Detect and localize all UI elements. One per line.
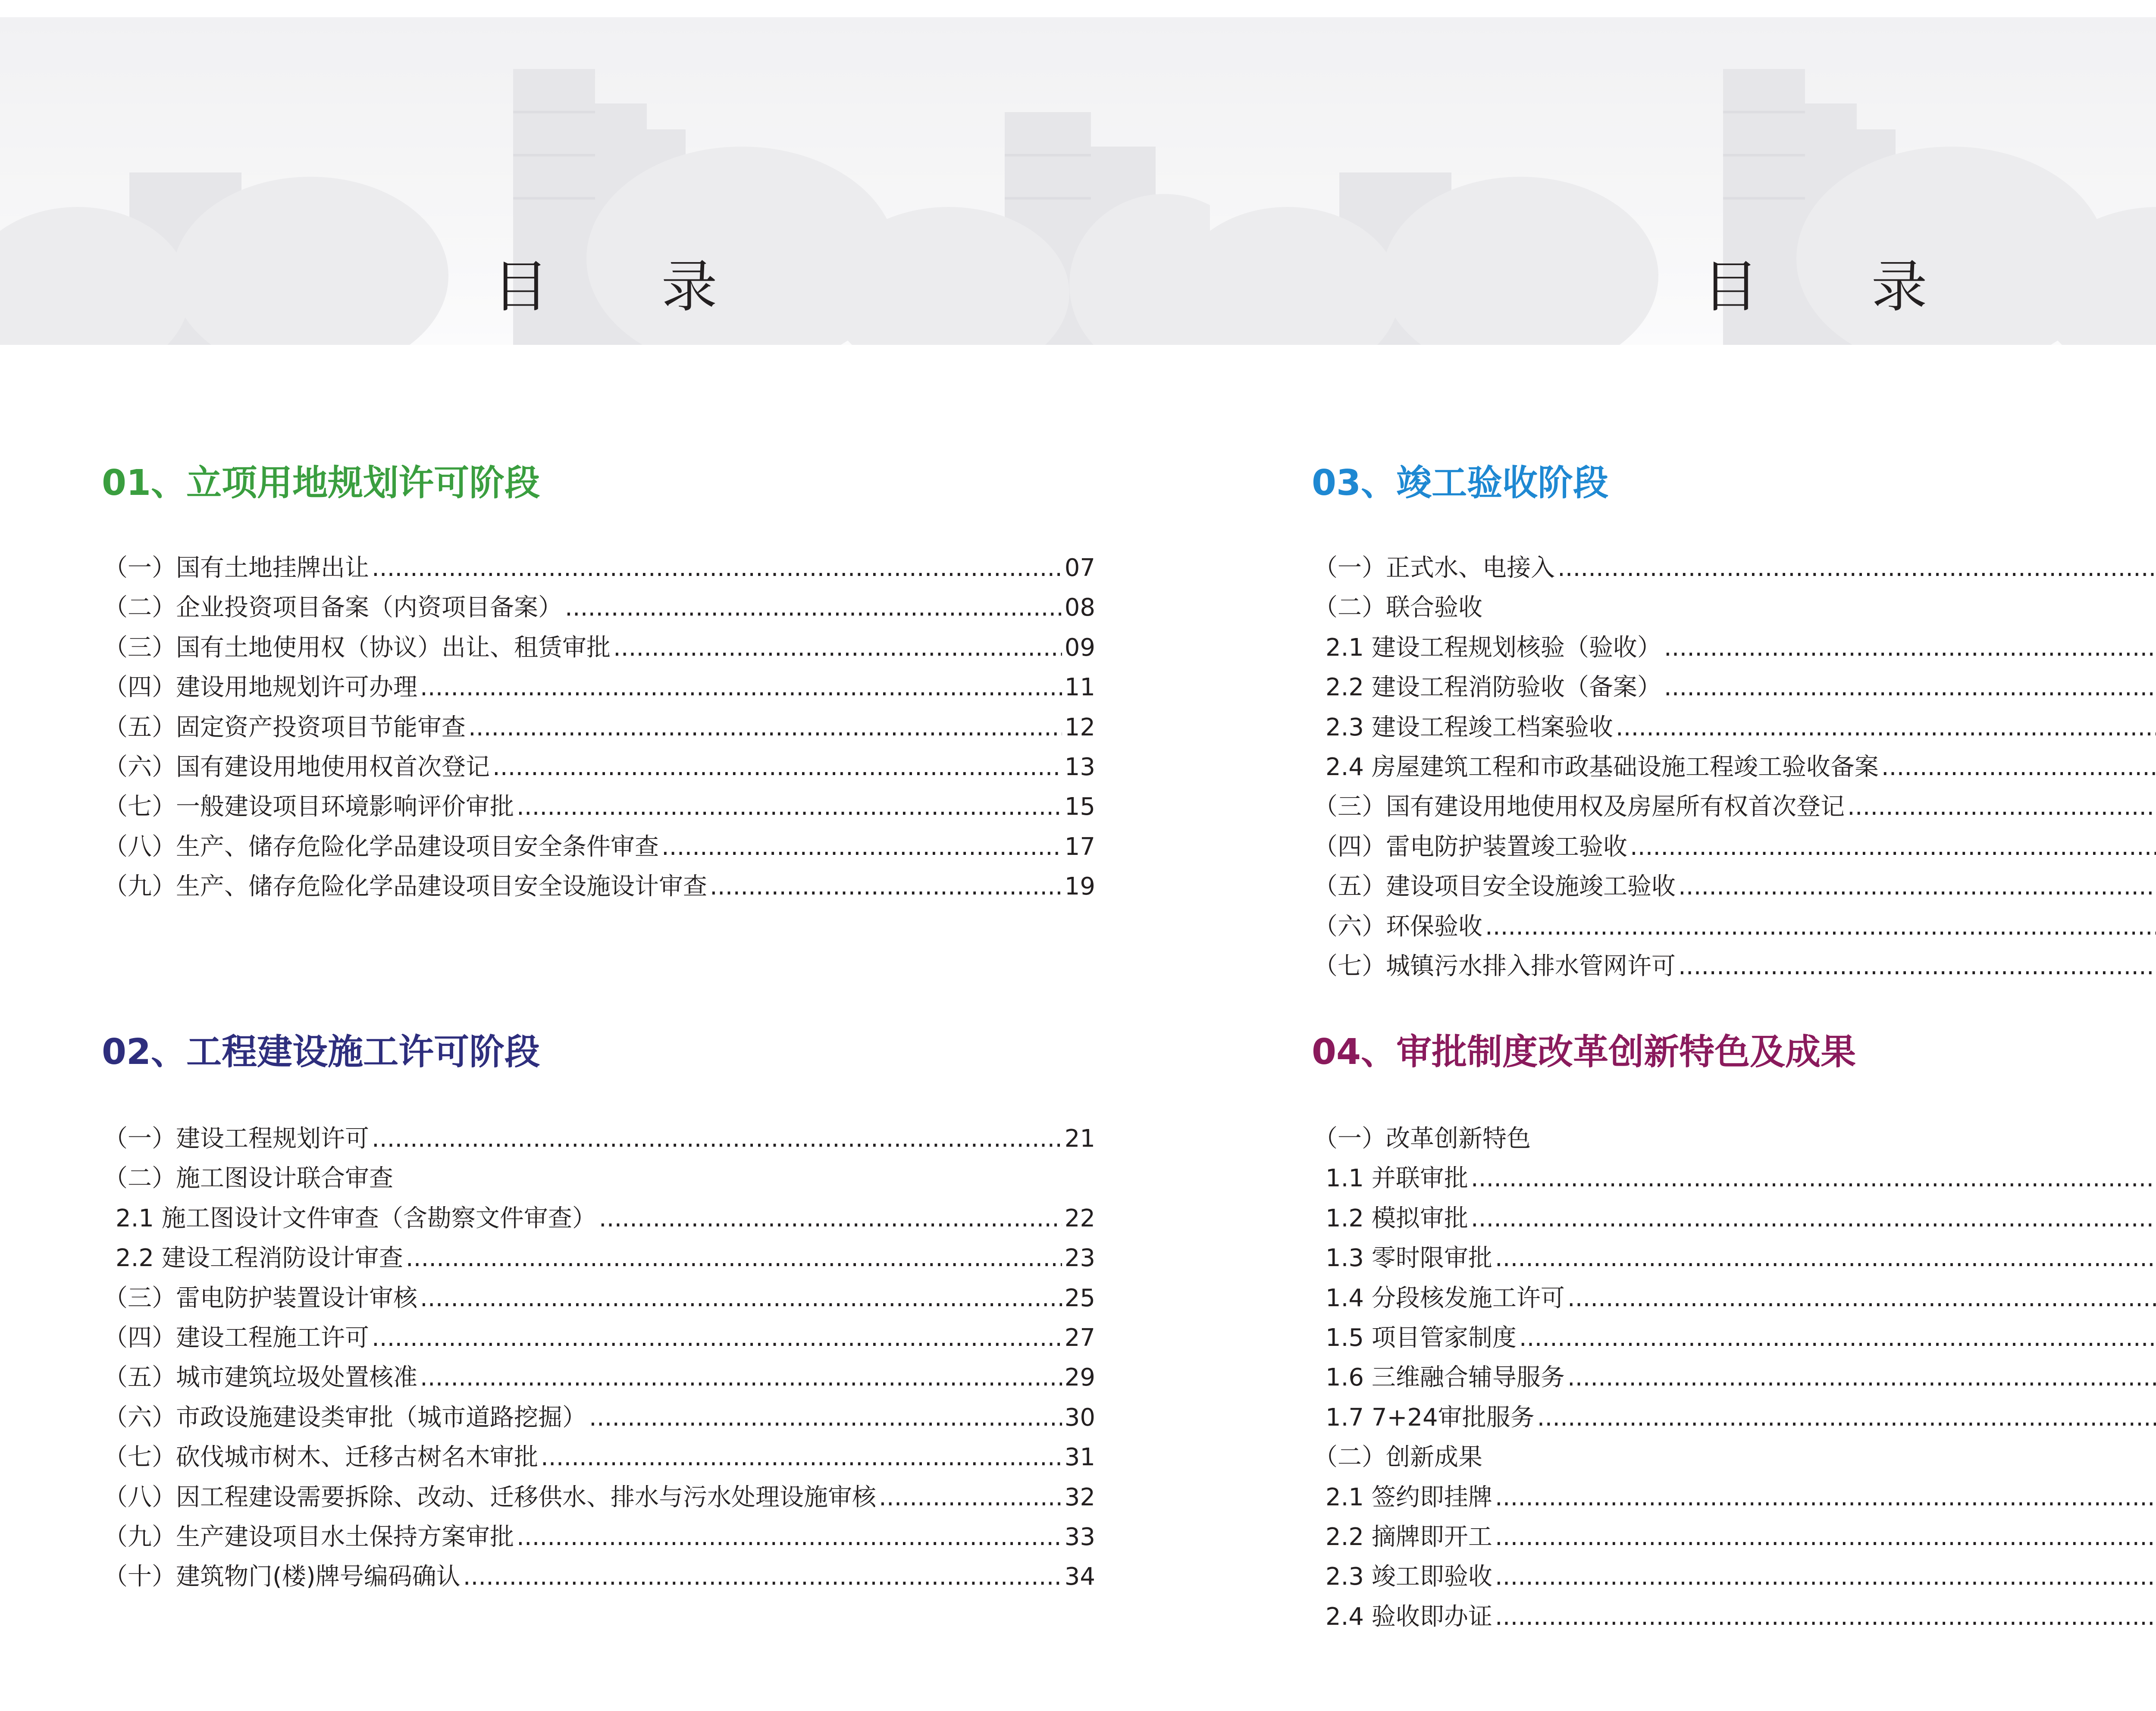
dot-leader [1557,548,2156,588]
toc-entry-page-number: 19 [1064,873,1095,901]
toc-entry-label: （四）建设工程施工许可 [103,1323,369,1352]
toc-entry-page-number: 30 [1064,1403,1095,1432]
toc-entry-label: （六）国有建设用地使用权首次登记 [103,753,490,781]
toc-entry-label: （三）国有建设用地使用权及房屋所有权首次登记 [1313,793,1845,821]
toc-entry-page-number: 34 [1064,1563,1095,1591]
toc-entry-label: 2.3 建设工程竣工档案验收 [1326,713,1613,741]
dot-leader [372,548,1062,588]
toc-entry-label: 1.6 三维融合辅导服务 [1326,1364,1565,1392]
toc-entry[interactable] [1313,1119,2156,1159]
toc-entry-label: （四）雷电防护装置竣工验收 [1313,832,1627,861]
toc-entry-label: （九）生产建设项目水土保持方案审批 [103,1523,514,1551]
toc-entry-page-number: 22 [1064,1204,1095,1232]
dot-leader [541,1438,1062,1477]
dot-leader [1495,1597,2156,1637]
page-title: 目 录 [492,254,765,319]
dot-leader [406,1239,1062,1278]
toc-entry-page-number: 07 [1064,554,1095,582]
dot-leader [1616,708,2156,748]
toc-entry-page-number: 31 [1064,1443,1095,1472]
dot-leader [589,1398,1062,1438]
toc-entry-label: （一）改革创新特色 [1313,1125,1531,1153]
dot-leader [1630,827,2156,867]
toc-entry-label: （五）城市建筑垃圾处置核准 [103,1364,417,1392]
toc-entry[interactable] [1313,1199,2156,1239]
dot-leader [1495,1517,2156,1557]
toc-entry[interactable] [1313,588,2156,628]
toc-entry[interactable] [1313,827,2156,867]
dot-leader [1519,1318,2156,1358]
toc-entry-page-number: 27 [1064,1323,1095,1352]
toc-entry[interactable] [103,1478,1095,1517]
toc-entry-label: 2.3 竣工即验收 [1326,1563,1492,1591]
toc-entry-page-number: 12 [1064,713,1095,741]
dot-leader [1485,907,2156,947]
toc-entry[interactable] [1313,628,2156,668]
dot-leader [710,867,1062,907]
toc-entry[interactable] [103,1398,1095,1438]
dot-leader [420,1279,1062,1318]
dot-leader [1495,1239,2156,1278]
toc-entry-page-number: 17 [1064,832,1095,861]
dot-leader [1471,1199,2156,1239]
toc-entry-label: （一）正式水、电接入 [1313,554,1555,582]
toc-entry-label: （三）雷电防护装置设计审核 [103,1284,417,1312]
toc-entry-label: 2.4 房屋建筑工程和市政基础设施工程竣工验收备案 [1326,753,1879,781]
toc-entry[interactable] [1313,708,2156,748]
toc-entry[interactable] [103,548,1095,588]
toc-entry-label: （七）城镇污水排入排水管网许可 [1313,952,1676,980]
section-heading-01: 01、立项用地规划许可阶段 [102,463,540,504]
dot-leader [1664,668,2156,707]
toc-entry-label: （六）环保验收 [1313,912,1482,941]
dot-leader [1495,1478,2156,1517]
toc-entry[interactable] [1313,1438,2156,1477]
toc-entry-page-number: 11 [1064,673,1095,702]
toc-entry[interactable] [1313,867,2156,907]
toc-entry[interactable] [1313,1478,2156,1517]
section-heading-04: 04、审批制度改革创新特色及成果 [1312,1032,1856,1073]
dot-leader [1678,867,2156,907]
toc-entry-page-number: 32 [1064,1483,1095,1511]
toc-entry[interactable] [1313,1239,2156,1278]
dot-leader [517,1517,1062,1557]
toc-list-02 [103,1119,1095,1597]
toc-entry-label: 1.1 并联审批 [1326,1164,1468,1193]
dot-leader [1678,947,2156,986]
toc-entry-label: 2.1 签约即挂牌 [1326,1483,1492,1511]
toc-entry-label: （四）建设用地规划许可办理 [103,673,417,702]
toc-entry-label: （八）生产、储存危险化学品建设项目安全条件审查 [103,832,659,861]
toc-entry[interactable] [1313,1398,2156,1438]
dot-leader [372,1318,1062,1358]
toc-entry-page-number: 29 [1064,1364,1095,1392]
toc-entry[interactable] [103,628,1095,668]
dot-leader [565,588,1062,628]
toc-entry-page-number: 23 [1064,1244,1095,1273]
toc-entry[interactable] [103,1239,1095,1278]
toc-entry-label: （二）联合验收 [1313,594,1482,622]
dot-leader [1537,1398,2156,1438]
toc-entry[interactable] [103,1318,1095,1358]
toc-entry-label: 1.4 分段核发施工许可 [1326,1284,1565,1312]
toc-entry[interactable] [103,787,1095,827]
toc-entry[interactable] [103,668,1095,707]
section-heading-03: 03、竣工验收阶段 [1312,463,1609,504]
toc-entry-label: （八）因工程建设需要拆除、改动、迁移供水、排水与污水处理设施审核 [103,1483,876,1511]
toc-entry-label: （一）建设工程规划许可 [103,1125,369,1153]
dot-leader [1847,787,2156,827]
toc-entry[interactable] [1313,748,2156,787]
toc-entry[interactable] [103,1199,1095,1239]
toc-entry[interactable] [103,1358,1095,1398]
toc-entry-label: 1.7 7+24审批服务 [1326,1403,1535,1432]
toc-entry-label: （五）建设项目安全设施竣工验收 [1313,873,1676,901]
toc-entry[interactable] [1313,907,2156,947]
dot-leader [1567,1358,2156,1398]
dot-leader [517,787,1062,827]
toc-entry-page-number: 13 [1064,753,1095,781]
toc-entry-label: （五）固定资产投资项目节能审查 [103,713,466,741]
toc-entry[interactable] [1313,1557,2156,1597]
toc-entry-label: （六）市政设施建设类审批（城市道路挖掘） [103,1403,586,1432]
toc-entry[interactable] [103,1279,1095,1318]
toc-list-01 [103,548,1095,907]
toc-entry-label: （二）企业投资项目备案（内资项目备案） [103,594,562,622]
toc-entry[interactable] [103,748,1095,787]
toc-entry-label: （七）一般建设项目环境影响评价审批 [103,793,514,821]
toc-entry-label: （三）国有土地使用权（协议）出让、租赁审批 [103,633,611,662]
toc-entry-label: （九）生产、储存危险化学品建设项目安全设施设计审查 [103,873,707,901]
toc-entry[interactable] [103,1159,1095,1198]
toc-entry[interactable] [103,1119,1095,1159]
toc-entry-page-number: 21 [1064,1125,1095,1153]
toc-entry-label: 2.1 建设工程规划核验（验收） [1326,633,1661,662]
dot-leader [1567,1279,2156,1318]
toc-entry[interactable] [103,588,1095,628]
dot-leader [492,748,1062,787]
toc-list-03 [1313,548,2156,986]
toc-entry[interactable] [103,1438,1095,1477]
toc-entry[interactable] [103,827,1095,867]
toc-entry-page-number: 08 [1064,594,1095,622]
toc-entry[interactable] [103,1517,1095,1557]
toc-entry[interactable] [1313,947,2156,986]
toc-entry-label: 1.5 项目管家制度 [1326,1323,1517,1352]
dot-leader [463,1557,1062,1597]
toc-entry[interactable] [1313,1597,2156,1637]
dot-leader [1664,628,2156,668]
toc-entry[interactable] [1313,548,2156,588]
toc-entry-label: （一）国有土地挂牌出让 [103,554,369,582]
toc-entry-page-number: 15 [1064,793,1095,821]
toc-entry-label: （十）建筑物门(楼)牌号编码确认 [103,1563,461,1591]
section-heading-02: 02、工程建设施工许可阶段 [102,1032,540,1073]
toc-entry-label: （二）施工图设计联合审查 [103,1164,393,1193]
dot-leader [420,1358,1062,1398]
toc-entry[interactable] [1313,1358,2156,1398]
toc-entry-label: 2.2 建设工程消防验收（备案） [1326,673,1661,702]
dot-leader [661,827,1062,867]
toc-entry-page-number: 09 [1064,633,1095,662]
toc-entry[interactable] [1313,787,2156,827]
dot-leader [468,708,1062,748]
toc-entry[interactable] [1313,1279,2156,1318]
toc-entry-label: 2.2 摘牌即开工 [1326,1523,1492,1551]
dot-leader [1495,1557,2156,1597]
toc-entry-label: （七）砍伐城市树木、迁移古树名木审批 [103,1443,538,1472]
toc-entry[interactable] [103,867,1095,907]
toc-entry[interactable] [103,1557,1095,1597]
dot-leader [879,1478,1062,1517]
toc-entry-label: 1.3 零时限审批 [1326,1244,1492,1273]
toc-entry-page-number: 25 [1064,1284,1095,1312]
toc-entry[interactable] [1313,668,2156,707]
toc-entry-page-number: 33 [1064,1523,1095,1551]
toc-list-04 [1313,1119,2156,1637]
dot-leader [372,1119,1062,1159]
dot-leader [613,628,1062,668]
toc-page-right [1210,0,2156,1711]
toc-entry-label: 2.2 建设工程消防设计审查 [116,1244,403,1273]
toc-entry[interactable] [1313,1318,2156,1358]
dot-leader [1881,748,2156,787]
toc-entry[interactable] [103,708,1095,748]
dot-leader [1471,1159,2156,1198]
toc-entry[interactable] [1313,1159,2156,1198]
page-title: 目 录 [1702,254,1975,319]
toc-entry-label: （二）创新成果 [1313,1443,1482,1472]
dot-leader [420,668,1062,707]
toc-entry-label: 2.4 验收即办证 [1326,1602,1492,1631]
toc-entry-label: 1.2 模拟审批 [1326,1204,1468,1232]
toc-entry[interactable] [1313,1517,2156,1557]
dot-leader [599,1199,1062,1239]
toc-entry-label: 2.1 施工图设计文件审查（含勘察文件审查） [116,1204,596,1232]
